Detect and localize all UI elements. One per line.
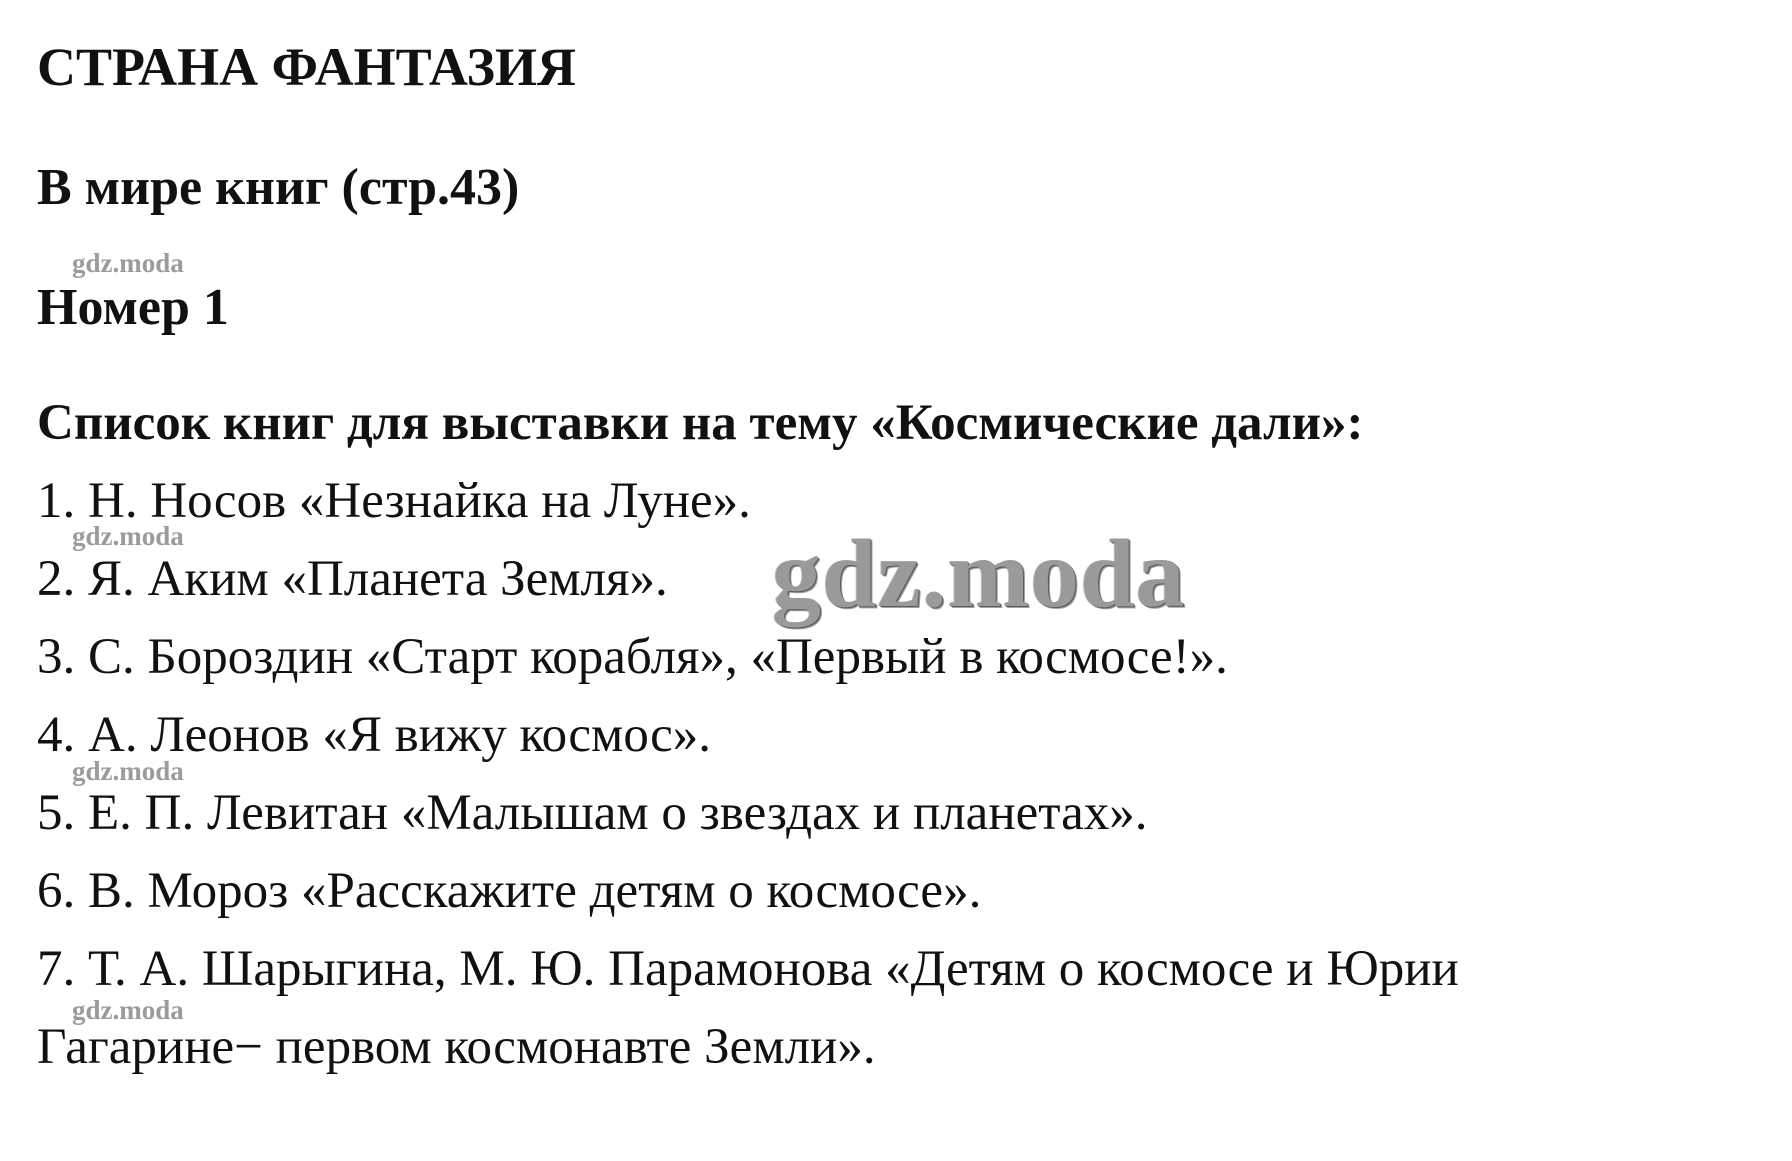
list-item: 7. Т. А. Шарыгина, М. Ю. Парамонова «Детям о космосе и Юрии [37,941,1459,997]
task-number: Номер 1 [37,279,229,336]
list-item: 3. С. Бороздин «Старт корабля», «Первый в космосе!». [37,629,1228,685]
list-heading: Список книг для выставки на тему «Космические дали»: [37,395,1364,451]
watermark-large: gdz.moda [772,520,1186,628]
list-item: 1. Н. Носов «Незнайка на Луне». [37,473,751,529]
watermark-small: gdz.moda [72,521,184,551]
subsection-title: В мире книг (стр.43) [37,159,520,216]
list-item: 2. Я. Аким «Планета Земля». [37,551,668,607]
list-item: 5. Е. П. Левитан «Малышам о звездах и планетах». [37,785,1148,841]
watermark-small: gdz.moda [72,995,184,1025]
list-item-continuation: Гагарине− первом космонавте Земли». [37,1019,876,1075]
list-item: 6. В. Мороз «Расскажите детям о космосе». [37,863,982,919]
list-item: 4. А. Леонов «Я вижу космос». [37,707,711,763]
watermark-small: gdz.moda [72,756,184,786]
section-title: СТРАНА ФАНТАЗИЯ [37,37,577,97]
watermark-small: gdz.moda [72,248,184,278]
